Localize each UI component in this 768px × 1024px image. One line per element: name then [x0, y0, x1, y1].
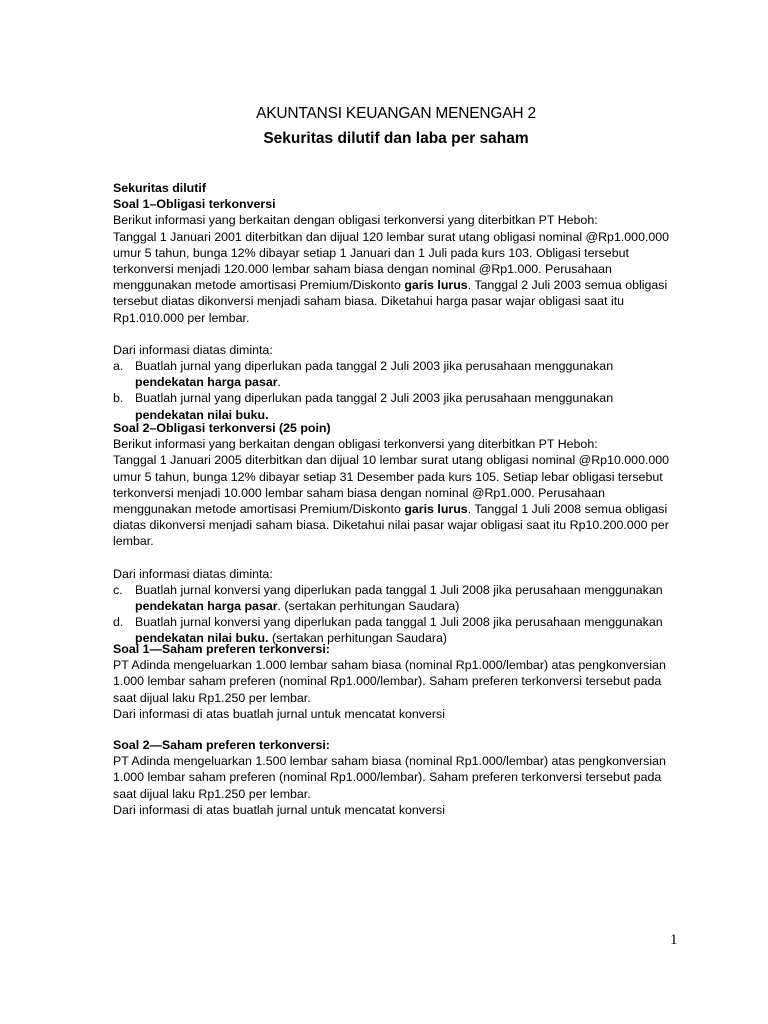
- soal1-heading: Soal 1–Obligasi terkonversi: [113, 197, 276, 212]
- soal1-asked: Dari informasi diatas diminta:: [113, 342, 273, 357]
- soal1-task-list: [113, 358, 679, 423]
- soal2-asked: Dari informasi diatas diminta:: [113, 566, 273, 581]
- list-item: b. Buatlah jurnal yang diperlukan pada tanggal 2 Juli 2003 jika perusahaan menggunakan pendekatan nilai buku.: [113, 391, 614, 422]
- page-title: AKUNTANSI KEUANGAN MENENGAH 2: [256, 105, 536, 122]
- page-subtitle: Sekuritas dilutif dan laba per saham: [263, 130, 529, 147]
- section-label: Sekuritas dilutif: [113, 181, 206, 195]
- soal3-task: Dari informasi di atas buatlah jurnal untuk mencatat konversi: [113, 706, 445, 721]
- section-soal1-obligasi: [113, 180, 679, 423]
- section-soal2-saham-preferen: [113, 737, 679, 818]
- soal4-body: PT Adinda mengeluarkan 1.500 lembar saham biasa (nominal Rp1.000/lembar) atas pengkonversian 1.000 lembar saham preferen (nominal Rp1.000/lembar). Saham preferen terkonversi tersebut pada saat dijual laku Rp1.250 per lembar.: [113, 754, 666, 801]
- soal1-intro: Berikut informasi yang berkaitan dengan obligasi terkonversi yang diterbitkan PT Heboh:: [113, 213, 598, 228]
- section-soal2-obligasi: [113, 420, 679, 647]
- soal2-body: Tanggal 1 Januari 2005 diterbitkan dan dijual 10 lembar surat utang obligasi nominal @Rp10.000.000 umur 5 tahun, bunga 12% dibayar setiap 31 Desember pada kurs 105. Setiap lebar obligasi tersebut terkonversi menjadi 10.000 lembar saham biasa dengan nominal @Rp1.000. Perusahaan menggunakan metode amortisasi Premium/Diskonto garis lurus. Tanggal 1 Juli 2008 semua obligasi diatas dikonversi menjadi saham biasa. Diketahui nilai pasar wajar obligasi saat itu Rp10.200.000 per lembar.: [113, 453, 670, 549]
- soal4-task: Dari informasi di atas buatlah jurnal untuk mencatat konversi: [113, 802, 445, 817]
- list-item: a. Buatlah jurnal yang diperlukan pada tanggal 2 Juli 2003 jika perusahaan menggunakan pendekatan harga pasar.: [113, 359, 614, 390]
- soal3-heading: Soal 1—Saham preferen terkonversi:: [113, 642, 330, 656]
- section-soal1-saham-preferen: [113, 641, 679, 722]
- list-item: c. Buatlah jurnal konversi yang diperlukan pada tanggal 1 Juli 2008 jika perusahaan menggunakan pendekatan harga pasar. (sertakan perhitungan Saudara): [113, 582, 663, 614]
- soal4-heading: Soal 2—Saham preferen terkonversi:: [113, 738, 330, 752]
- list-item: d. Buatlah jurnal konversi yang diperlukan pada tanggal 1 Juli 2008 jika perusahaan menggunakan pendekatan nilai buku. (sertakan perhitungan Saudara): [113, 615, 663, 646]
- page-number: 1: [670, 932, 678, 948]
- soal1-body: Tanggal 1 Januari 2001 diterbitkan dan dijual 120 lembar surat utang obligasi nominal @Rp1.000.000 umur 5 tahun, bunga 12% dibayar setiap 1 Januari dan 1 Juli pada kurs 103. Obligasi tersebut terkonversi menjadi 120.000 lembar saham biasa dengan nominal @Rp1.000. Perusahaan menggunakan metode amortisasi Premium/Diskonto garis lurus. Tanggal 2 Juli 2003 semua obligasi tersebut diatas dikonversi menjadi saham biasa. Diketahui harga pasar wajar obligasi saat itu Rp1.010.000 per lembar.: [113, 229, 670, 325]
- soal3-body: PT Adinda mengeluarkan 1.000 lembar saham biasa (nominal Rp1.000/lembar) atas pengkonversian 1.000 lembar saham preferen (nominal Rp1.000/lembar). Saham preferen terkonversi tersebut pada saat dijual laku Rp1.250 per lembar.: [113, 658, 666, 705]
- soal2-task-list: [113, 582, 679, 647]
- soal2-heading: Soal 2–Obligasi terkonversi (25 poin): [113, 421, 331, 435]
- soal2-intro: Berikut informasi yang berkaitan dengan obligasi terkonversi yang diterbitkan PT Heboh:: [113, 437, 598, 452]
